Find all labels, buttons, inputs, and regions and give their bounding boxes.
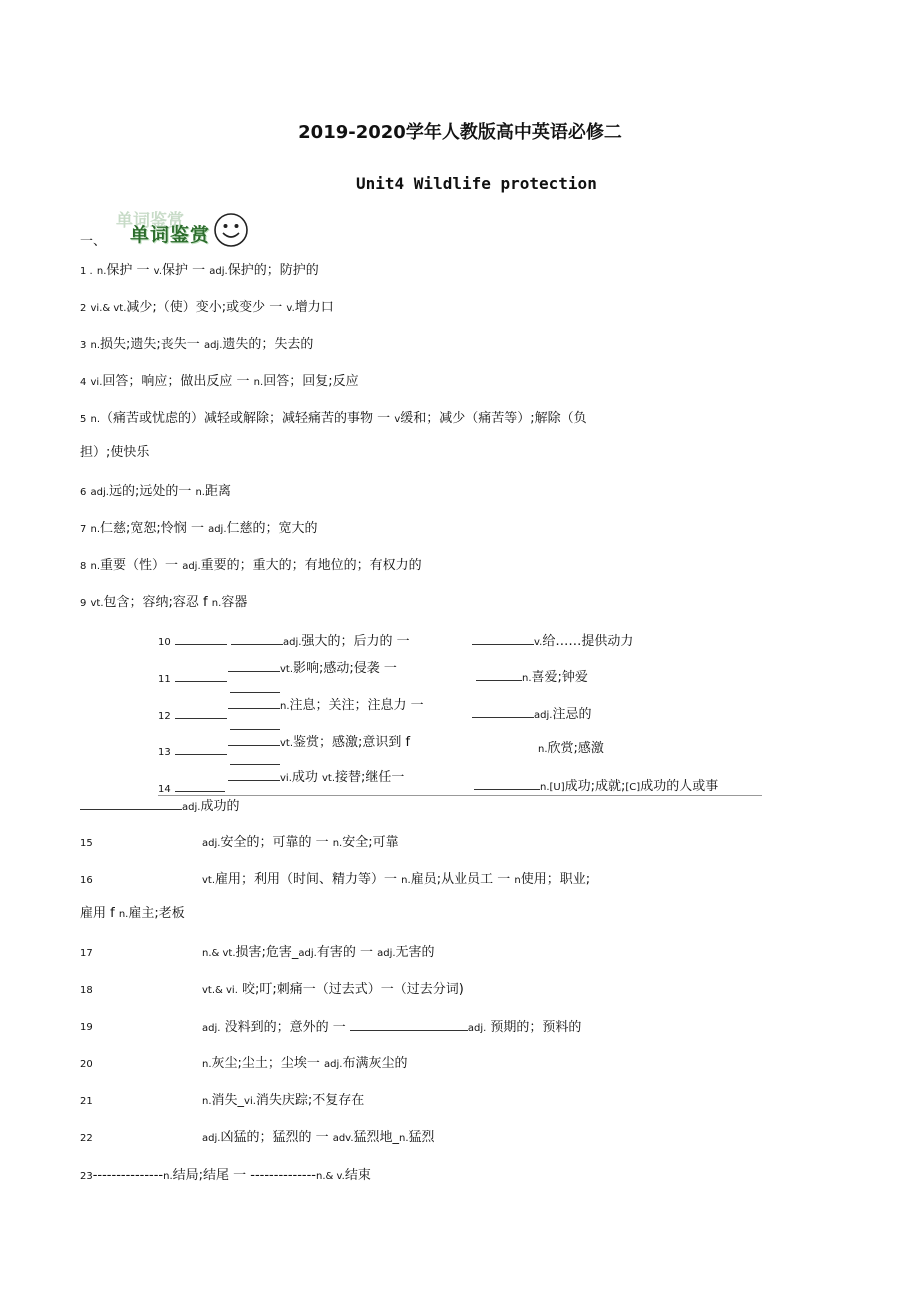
vocab-entry-5	[80, 410, 587, 429]
vocab-entry-2	[80, 299, 334, 318]
definition: 咬;叮;刺痛一（过去式）一（过去分词)	[242, 982, 464, 997]
definition: 仁慈的；宽大的	[226, 521, 318, 536]
entry-number: 14	[158, 784, 171, 795]
definition: 减少;（使）变小;或变少 一	[126, 300, 287, 315]
blank-line	[175, 779, 225, 792]
definition: 成功的	[200, 799, 240, 814]
definition: 喜爱;钟爱	[531, 670, 588, 685]
vocab-entry-22	[202, 1129, 435, 1148]
pos-label: vt.	[202, 875, 216, 886]
pos-label: vt.	[280, 664, 294, 675]
definition: 距离	[205, 484, 232, 499]
row-rule	[158, 795, 762, 796]
vocab-entry-14	[158, 779, 225, 799]
pos-label: v.	[286, 303, 295, 314]
pos-label: adj.	[202, 1133, 221, 1144]
definition: 安全的；可靠的 一	[220, 835, 333, 850]
pos-label: n.	[90, 524, 101, 535]
definition: 无害的	[395, 945, 435, 960]
definition: 雇主;老板	[128, 906, 185, 921]
vocab-entry-20	[202, 1055, 408, 1074]
vocab-entry-12-derivative	[472, 705, 591, 725]
definition: 损害;危害_	[235, 945, 299, 960]
pos-label: vi.	[244, 1096, 256, 1107]
definition: 鉴赏；感激;意识到 f	[293, 735, 411, 750]
definition: 远的;远处的一	[108, 484, 196, 499]
definition: 猛烈地_	[353, 1130, 400, 1145]
definition: 回答；回复;反应	[263, 374, 359, 389]
blank-dashes: --------------	[250, 1168, 316, 1183]
blank-line	[80, 797, 182, 810]
entry-number: 8	[80, 561, 87, 572]
blank-line	[476, 668, 522, 681]
entry-number: 23	[80, 1171, 93, 1182]
entry-number: 1 .	[80, 266, 93, 277]
definition: 重要（性）一	[100, 558, 183, 573]
pos-label: n.	[401, 875, 411, 886]
vocab-entry-14-continuation	[80, 797, 239, 817]
entry-number: 3	[80, 340, 87, 351]
definition: 预期的；预料的	[486, 1020, 582, 1035]
entry-number: 2	[80, 303, 87, 314]
section-badge-shadow: 单词鉴赏	[116, 211, 184, 231]
pos-label: adj.	[298, 948, 317, 959]
vocab-entry-16	[202, 871, 590, 890]
entry-number: 20	[80, 1059, 93, 1070]
definition: 给……提供动力	[542, 634, 634, 649]
blank-line	[230, 764, 280, 765]
pos-label: n.	[195, 487, 205, 498]
blank-line	[231, 632, 283, 645]
blank-line	[350, 1018, 468, 1031]
blank-line	[472, 705, 534, 718]
blank-line	[175, 742, 227, 755]
definition: 保护的；防护的	[227, 263, 319, 278]
definition: 损失;遗失;丧失一	[100, 337, 204, 352]
pos-label: n.[U]	[540, 782, 565, 793]
entry-number: 9	[80, 598, 87, 609]
vocab-entry-1	[80, 262, 319, 281]
vocab-entry-11	[158, 669, 227, 689]
vocab-entry-13	[158, 742, 227, 762]
definition: 缓和；减少（痛苦等）;解除（负	[400, 411, 587, 426]
pos-label: vi.	[90, 377, 103, 388]
pos-label: vt.	[280, 738, 294, 749]
smiley-icon	[213, 212, 249, 248]
pos-label: adj.	[208, 524, 227, 535]
vocab-entry-20-number	[80, 1055, 93, 1074]
entry-number: 10	[158, 637, 171, 648]
pos-label: n.	[90, 561, 101, 572]
vocab-entry-16-number	[80, 871, 93, 890]
pos-label: adj.	[182, 802, 201, 813]
definition: 影响;感动;侵袭 一	[293, 661, 397, 676]
entry-number: 7	[80, 524, 87, 535]
vocab-entry-8	[80, 557, 422, 576]
pos-label: n.& v.	[315, 1171, 345, 1182]
pos-label: n.	[332, 838, 343, 849]
definition: 有害的 一	[316, 945, 378, 960]
blank-line	[175, 706, 227, 719]
entry-number: 15	[80, 838, 93, 849]
pos-label: n.	[280, 701, 290, 712]
vocab-entry-18-number	[80, 981, 93, 1000]
blank-line	[175, 632, 227, 645]
definition: 保护 一	[162, 263, 210, 278]
definition: 消失庆踪;不复存在	[255, 1093, 365, 1108]
definition: 欣赏;感激	[547, 741, 604, 756]
entry-number: 22	[80, 1133, 93, 1144]
vocab-entry-5-continuation: 担）;使快乐	[80, 445, 150, 460]
pos-label: n.	[253, 377, 264, 388]
pos-label: n.	[90, 414, 101, 425]
pos-label: n.	[522, 673, 532, 684]
definition: 布满灰尘的	[342, 1056, 408, 1071]
pos-label: adj.	[209, 266, 228, 277]
vocab-entry-11-definition	[228, 659, 397, 679]
vocab-entry-16-continuation	[80, 905, 185, 924]
definition: 保护 一	[106, 263, 154, 278]
pos-label: n.	[163, 1171, 173, 1182]
definition: 成功的人或事	[640, 779, 719, 794]
blank-line	[175, 669, 227, 682]
vocab-entry-22-number	[80, 1129, 93, 1148]
definition: 包含；容纳;容忍 f	[103, 595, 212, 610]
vocab-entry-3	[80, 336, 313, 355]
pos-label: adj.	[202, 1023, 221, 1034]
definition: 雇用 f	[80, 906, 119, 921]
pos-label: [C]	[625, 782, 641, 793]
definition: 回答；响应；做出反应 一	[102, 374, 254, 389]
pos-label: vt.	[322, 773, 336, 784]
pos-label: v.	[153, 266, 162, 277]
definition: 容器	[221, 595, 248, 610]
page-title: 2019-2020学年人教版高中英语必修二	[298, 122, 622, 143]
definition: 注息；关注；注息力 一	[289, 698, 424, 713]
definition: 注忌的	[552, 707, 592, 722]
pos-label: adv.	[332, 1133, 354, 1144]
vocab-entry-6	[80, 483, 231, 502]
definition: 灰尘;尘土；尘埃一	[211, 1056, 325, 1071]
vocab-entry-19-number	[80, 1018, 93, 1037]
definition: 消失_	[211, 1093, 245, 1108]
pos-label: adj.	[202, 838, 221, 849]
entry-number: 12	[158, 711, 171, 722]
pos-label: adj.	[203, 340, 223, 351]
entry-number: 18	[80, 985, 93, 996]
blank-line	[228, 733, 280, 746]
blank-line	[474, 777, 540, 790]
vocab-entry-15	[202, 834, 399, 853]
vocab-entry-19	[202, 1018, 581, 1038]
vocab-entry-11-derivative	[476, 668, 588, 688]
pos-label: adj.	[534, 710, 553, 721]
pos-label: vi.	[280, 773, 292, 784]
blank-line	[230, 692, 280, 693]
vocab-entry-13-definition	[228, 733, 410, 753]
pos-label: v.	[534, 637, 543, 648]
definition: 接替;继任一	[335, 770, 405, 785]
vocab-entry-21	[202, 1092, 364, 1111]
pos-label: n.	[399, 1133, 409, 1144]
definition: 没料到的；意外的 一	[220, 1020, 346, 1035]
definition: （痛苦或忧虑的）减轻或解除；减轻痛苦的事物 一	[100, 411, 395, 426]
definition: 强大的；后力的 一	[301, 634, 410, 649]
definition: 重要的；重大的；有地位的；有权力的	[200, 558, 422, 573]
definition: 猛烈	[408, 1130, 435, 1145]
pos-label: adj.	[467, 1023, 487, 1034]
entry-number: 6	[80, 487, 87, 498]
pos-label: adj.	[283, 637, 302, 648]
definition: 雇用；利用（时间、精力等）一	[215, 872, 402, 887]
pos-label: adj.	[377, 948, 396, 959]
blank-line	[230, 729, 280, 730]
pos-label: n	[514, 875, 521, 886]
vocab-entry-10	[158, 632, 410, 652]
vocab-entry-12	[158, 706, 227, 726]
vocab-entry-9	[80, 594, 247, 613]
definition: 凶猛的；猛烈的 一	[220, 1130, 333, 1145]
definition: 增力口	[294, 300, 334, 315]
blank-dashes: ---------------	[92, 1168, 164, 1183]
entry-number: 16	[80, 875, 93, 886]
pos-label: n.	[96, 266, 107, 277]
vocab-entry-17	[202, 944, 435, 963]
blank-line	[228, 696, 280, 709]
definition: 成功	[291, 770, 323, 785]
entry-number: 21	[80, 1096, 93, 1107]
pos-label: n.	[90, 340, 101, 351]
pos-label: adj.	[182, 561, 201, 572]
definition: 仁慈;宽恕;怜悯 一	[100, 521, 209, 536]
pos-label: adj.	[324, 1059, 343, 1070]
entry-number: 4	[80, 377, 87, 388]
definition: 结束	[344, 1168, 371, 1183]
entry-number: 11	[158, 674, 171, 685]
entry-number: 17	[80, 948, 93, 959]
pos-label: vi.& vt.	[90, 303, 127, 314]
pos-label: v	[394, 414, 401, 425]
pos-label: adj.	[90, 487, 109, 498]
pos-label: vt.	[90, 598, 104, 609]
blank-line	[228, 659, 280, 672]
vocab-entry-7	[80, 520, 318, 539]
definition: 安全;可靠	[342, 835, 399, 850]
page-subtitle: Unit4 Wildlife protection	[356, 174, 597, 193]
blank-line	[472, 632, 534, 645]
definition: 雇员;从业员工 一	[410, 872, 515, 887]
entry-number: 13	[158, 747, 171, 758]
vocab-entry-14-definition	[228, 768, 404, 788]
vocab-entry-4	[80, 373, 359, 392]
blank-line	[228, 768, 280, 781]
vocab-entry-23	[80, 1167, 371, 1186]
entry-number: 19	[80, 1022, 93, 1033]
vocab-entry-15-number	[80, 834, 93, 853]
vocab-entry-13-derivative	[538, 740, 604, 759]
pos-label: n.	[202, 1096, 212, 1107]
entry-number: 5	[80, 414, 87, 425]
pos-label: n.	[202, 1059, 212, 1070]
pos-label: n.	[211, 598, 222, 609]
vocab-entry-10-derivative	[472, 632, 633, 652]
pos-label: n.	[118, 909, 129, 920]
definition: 成功;成就;	[564, 779, 626, 794]
vocab-entry-21-number	[80, 1092, 93, 1111]
definition: 遗失的；失去的	[222, 337, 314, 352]
definition: 使用；职业;	[520, 872, 591, 887]
vocab-entry-12-definition	[228, 696, 424, 716]
vocab-entry-18	[202, 981, 464, 1000]
pos-label: n.& vt.	[202, 948, 236, 959]
pos-label: n.	[538, 744, 548, 755]
definition: 结局;结尾 一	[172, 1168, 251, 1183]
vocab-entry-14-derivative	[474, 777, 718, 797]
pos-label: vt.& vi.	[202, 985, 238, 996]
section-number: 一、	[80, 234, 107, 249]
vocab-entry-17-number	[80, 944, 93, 963]
section-badge-label: 单词鉴赏	[130, 224, 211, 246]
